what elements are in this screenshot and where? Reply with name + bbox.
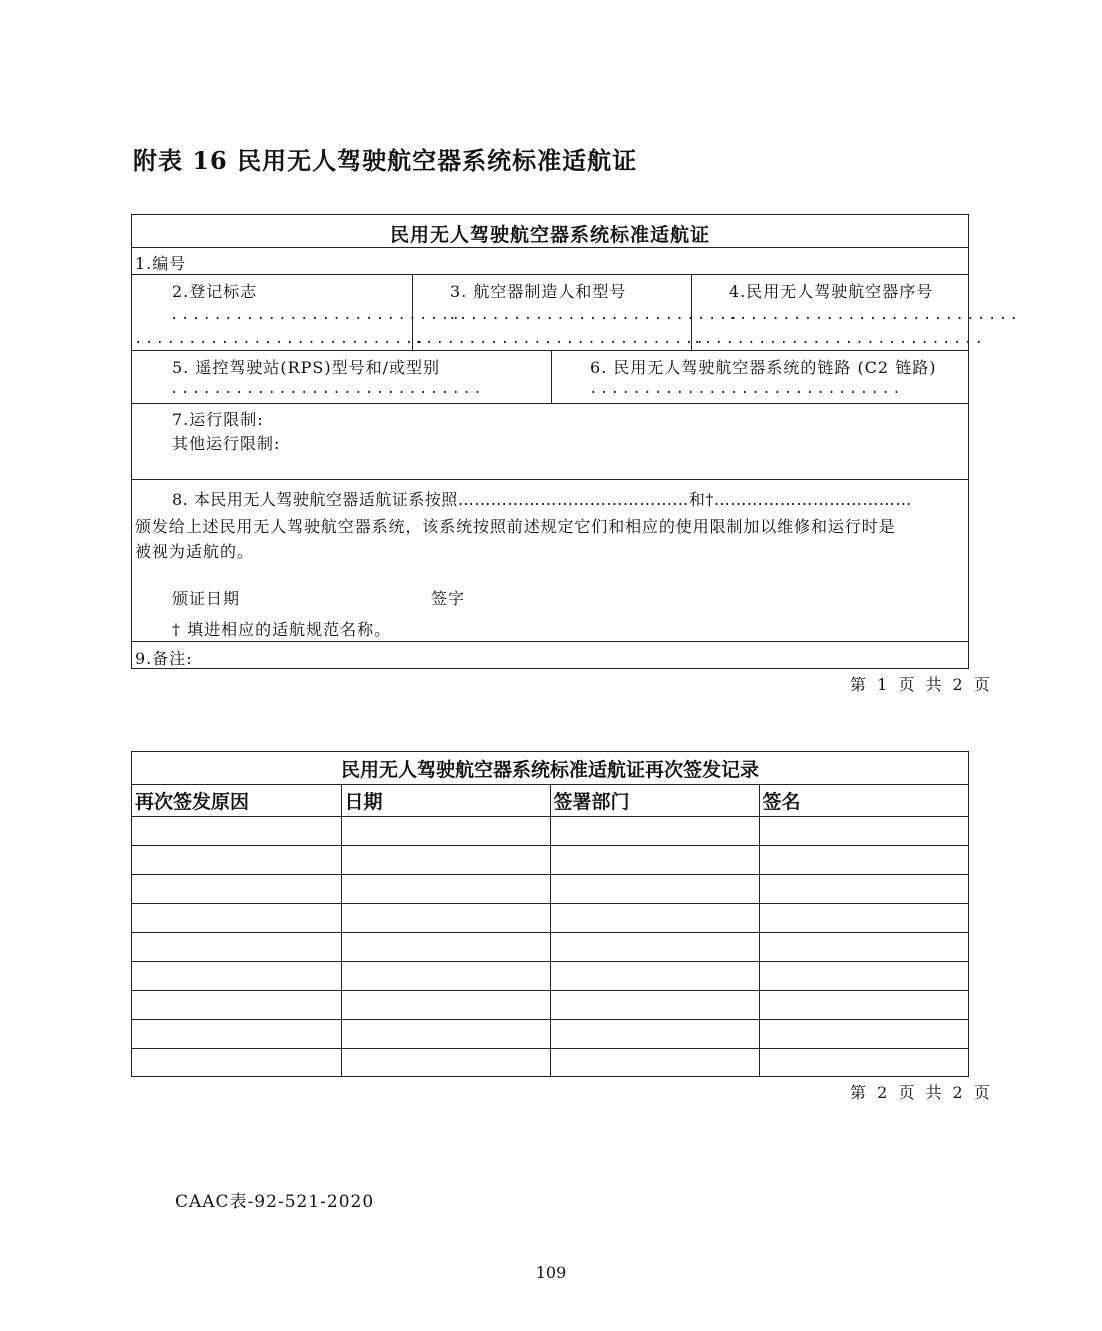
table-cell	[341, 846, 550, 875]
table-cell	[550, 962, 759, 991]
dotted-line: .............................	[589, 381, 904, 397]
table-row	[132, 991, 968, 1020]
table-cell	[550, 904, 759, 933]
field-basis-text-end: 被视为适航的。	[135, 542, 255, 561]
form-code: CAAC表-92-521-2020	[175, 1192, 375, 1212]
table-cell	[341, 991, 550, 1020]
signature-label: 签字	[431, 589, 466, 608]
column-header: 再次签发原因	[132, 785, 341, 817]
table-cell	[132, 962, 341, 991]
field-number-label: 1.编号	[135, 254, 187, 273]
table-cell	[132, 1020, 341, 1049]
table-cell	[759, 962, 968, 991]
table-cell	[341, 933, 550, 962]
table-cell	[759, 991, 968, 1020]
table-cell	[132, 991, 341, 1020]
reissue-record-table	[131, 751, 969, 1077]
table-row	[132, 933, 968, 962]
dotted-line: ...........................	[414, 331, 707, 347]
field-serial-label: 4.民用无人驾驶航空器序号	[729, 282, 934, 301]
table-cell	[550, 1020, 759, 1049]
field-basis-text: 8. 本民用无人驾驶航空器适航证系按照……………………………………和†………………………………	[172, 490, 912, 509]
field-rps-label: 5. 遥控驾驶站(RPS)型号和/或型别	[172, 358, 441, 377]
table-cell	[132, 846, 341, 875]
table-cell	[132, 875, 341, 904]
table-cell	[341, 962, 550, 991]
table-cell	[132, 904, 341, 933]
table-cell	[132, 933, 341, 962]
table-cell	[759, 933, 968, 962]
table-cell	[759, 904, 968, 933]
table-cell	[341, 1020, 550, 1049]
table-row	[132, 904, 968, 933]
table-cell	[550, 991, 759, 1020]
table-row	[132, 846, 968, 875]
dotted-line: ...........................	[134, 331, 427, 347]
field-c2-link-label: 6. 民用无人驾驶航空器系统的链路 (C2 链路)	[590, 358, 937, 377]
table-cell	[341, 817, 550, 846]
table-cell	[341, 1049, 550, 1078]
issue-date-label: 颁证日期	[172, 589, 241, 608]
table-cell	[759, 817, 968, 846]
table-cell	[550, 846, 759, 875]
field-manufacturer-label: 3. 航空器制造人和型号	[450, 282, 627, 301]
table-cell	[341, 875, 550, 904]
table-cell	[550, 817, 759, 846]
certificate-form	[131, 214, 1021, 669]
table-cell	[759, 1049, 968, 1078]
field-operating-limits-label: 7.运行限制:	[172, 410, 264, 429]
column-header: 签名	[759, 785, 968, 817]
table-row	[132, 875, 968, 904]
table-cell	[550, 933, 759, 962]
dotted-line: ...........................	[170, 307, 463, 323]
page-number: 109	[535, 1263, 567, 1282]
form-header: 民用无人驾驶航空器系统标准适航证	[389, 224, 710, 246]
table-cell	[550, 875, 759, 904]
dotted-line: .............................	[170, 381, 485, 397]
footnote: † 填进相应的适航规范名称。	[172, 620, 392, 639]
table-cell	[132, 1049, 341, 1078]
table-cell	[759, 875, 968, 904]
page-indicator: 第 2 页 共 2 页	[850, 1083, 993, 1102]
table-row	[132, 817, 968, 846]
page-title: 附表 16 民用无人驾驶航空器系统标准适航证	[133, 146, 638, 175]
column-header: 日期	[341, 785, 550, 817]
field-registration-label: 2.登记标志	[172, 282, 258, 301]
field-remarks-label: 9.备注:	[135, 649, 193, 668]
table-cell	[550, 1049, 759, 1078]
table-cell	[132, 817, 341, 846]
field-basis-text-cont: 颁发给上述民用无人驾驶航空器系统，该系统按照前述规定它们和相应的使用限制加以维修和运行时是	[135, 517, 896, 536]
table-cell	[759, 846, 968, 875]
column-header: 签署部门	[550, 785, 759, 817]
field-other-limits-label: 其他运行限制:	[172, 434, 281, 453]
table-row	[132, 1049, 968, 1078]
dotted-line: ...........................	[728, 307, 1021, 323]
dotted-line: ...........................	[693, 331, 986, 347]
reissue-header: 民用无人驾驶航空器系统标准适航证再次签发记录	[132, 752, 968, 785]
page-indicator: 第 1 页 共 2 页	[850, 675, 993, 694]
table-cell	[759, 1020, 968, 1049]
dotted-line: ...........................	[448, 307, 741, 323]
table-row	[132, 962, 968, 991]
table-cell	[341, 904, 550, 933]
table-row	[132, 1020, 968, 1049]
